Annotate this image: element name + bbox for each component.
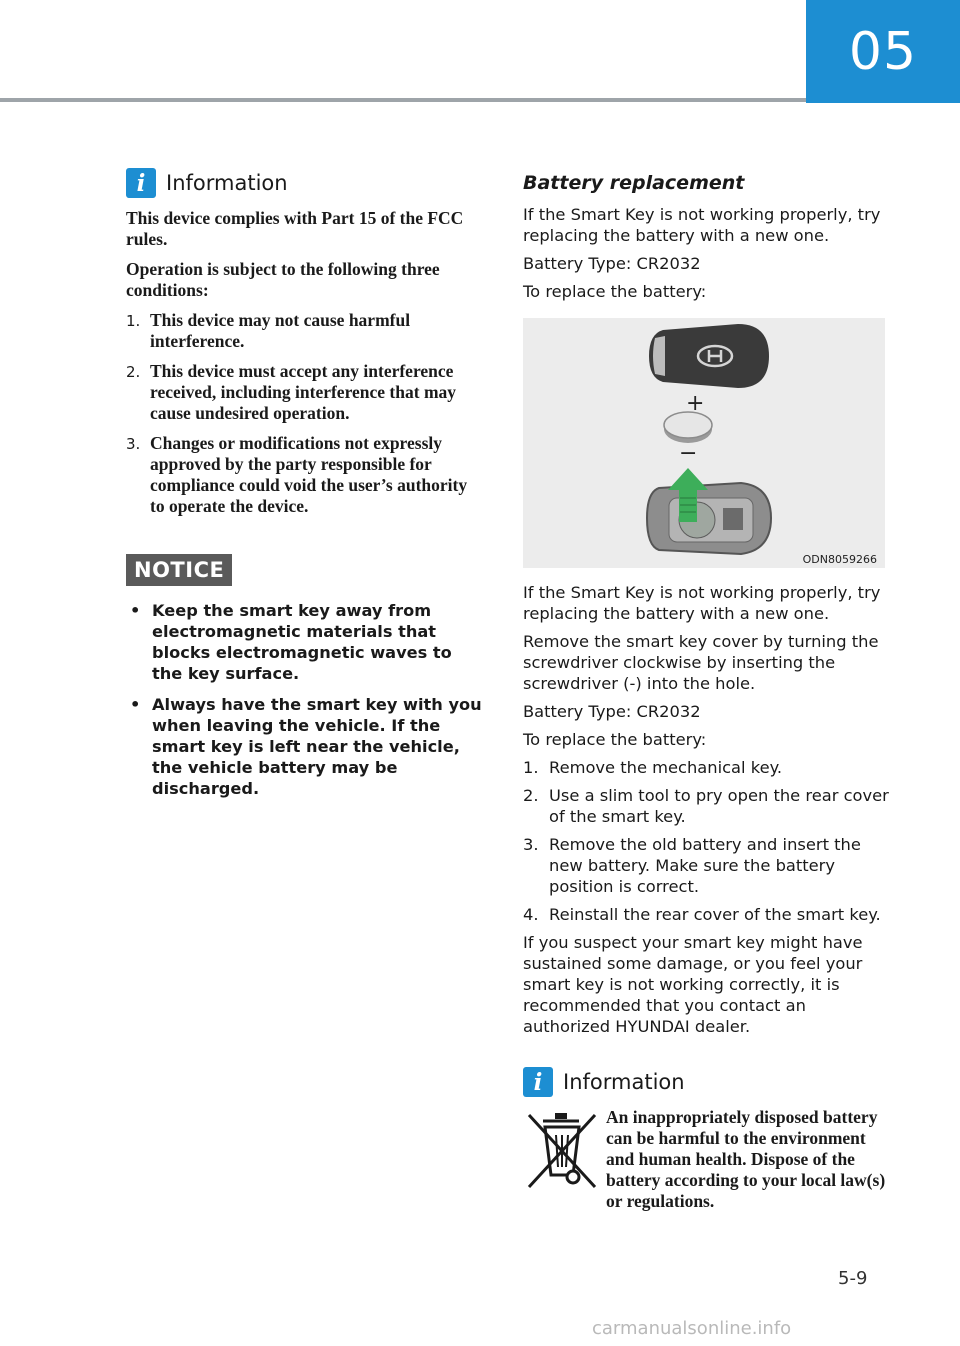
open-key-case-icon <box>647 483 771 554</box>
bullet-icon: • <box>130 601 141 620</box>
list-item <box>523 904 891 925</box>
item-text: Always have the smart key with you when leaving the vehicle. If the smart key is left near the vehicle, the vehicle battery may be discharged. <box>152 695 482 798</box>
item-number: 2. <box>126 363 141 381</box>
bullet-icon: • <box>130 695 141 714</box>
section-title: Battery replacement <box>523 172 745 194</box>
chapter-number: 05 <box>848 21 918 82</box>
item-text: This device must accept any interference received, including interference that may cause undesired operation. <box>150 361 457 423</box>
info-header <box>126 168 482 198</box>
info-title: Information <box>166 171 288 195</box>
watermark: carmanualsonline.info <box>592 1318 792 1339</box>
minus-label: − <box>679 441 698 466</box>
closing-paragraph: If you suspect your smart key might have sustained some damage, or you feel your smart key is not working correctly, it is recommended that you contact an authorized HYUNDAI dealer. <box>523 933 863 1036</box>
battery-type: Battery Type: CR2032 <box>523 254 701 273</box>
right-column <box>523 168 891 1212</box>
item-text: Changes or modifications not expressly approved by the party responsible for compliance could void the user’s authority to operate the device. <box>150 433 468 516</box>
replace-intro: To replace the battery: <box>523 730 707 749</box>
figure-code: ODN8059266 <box>802 553 877 566</box>
replace-intro: To replace the battery: <box>523 282 707 301</box>
info-header <box>523 1067 891 1097</box>
coin-battery-icon <box>664 412 712 443</box>
intro-paragraph: If the Smart Key is not working properly, try replacing the battery with a new one. <box>523 205 881 245</box>
body-paragraph: If the Smart Key is not working properly, try replacing the battery with a new one. <box>523 583 881 623</box>
step-text: Remove the old battery and insert the new battery. Make sure the battery position is correct. <box>549 835 861 896</box>
disposal-text: An inappropriately disposed battery can be harmful to the environment and human health. Dispose of the battery according to your local law(s) or regulations. <box>606 1107 886 1211</box>
left-column <box>126 168 482 809</box>
notice-list <box>126 600 482 799</box>
page-number: 5-9 <box>838 1268 868 1289</box>
body-paragraph: Remove the smart key cover by turning the screwdriver clockwise by inserting the screwdriver (-) into the hole. <box>523 632 879 693</box>
list-item <box>523 834 891 897</box>
crossed-bin-icon <box>523 1107 603 1212</box>
smart-key-icon <box>649 324 769 388</box>
fcc-paragraph: This device complies with Part 15 of the FCC rules. <box>126 208 464 249</box>
header-rule <box>0 98 806 102</box>
list-item <box>126 694 482 799</box>
step-text: Reinstall the rear cover of the smart key. <box>549 905 881 924</box>
steps-list <box>523 757 891 925</box>
list-item <box>126 433 482 517</box>
item-text: Keep the smart key away from electromagnetic materials that blocks electromagnetic waves to the key surface. <box>152 601 452 683</box>
item-number: 3. <box>126 435 141 453</box>
info-icon: i <box>523 1067 553 1097</box>
info-box <box>523 1067 891 1212</box>
list-item <box>126 310 482 352</box>
step-number: 3. <box>523 835 539 854</box>
plus-label: + <box>686 391 705 416</box>
battery-figure <box>523 318 885 568</box>
notice-badge: NOTICE <box>126 554 232 586</box>
item-number: 1. <box>126 312 141 330</box>
conditions-intro: Operation is subject to the following three conditions: <box>126 259 440 300</box>
list-item <box>126 600 482 684</box>
info-icon: i <box>126 168 156 198</box>
step-text: Use a slim tool to pry open the rear cover of the smart key. <box>549 786 889 826</box>
item-text: This device may not cause harmful interference. <box>150 310 411 351</box>
disposal-note <box>523 1107 891 1212</box>
step-number: 1. <box>523 758 539 777</box>
chapter-tab <box>806 0 960 103</box>
list-item <box>126 361 482 424</box>
step-number: 2. <box>523 786 539 805</box>
list-item <box>523 785 891 827</box>
smart-key-battery-illustration <box>523 318 885 568</box>
conditions-list <box>126 310 482 517</box>
step-number: 4. <box>523 905 539 924</box>
battery-type: Battery Type: CR2032 <box>523 702 701 721</box>
info-title: Information <box>563 1070 685 1094</box>
list-item <box>523 757 891 778</box>
step-text: Remove the mechanical key. <box>549 758 783 777</box>
